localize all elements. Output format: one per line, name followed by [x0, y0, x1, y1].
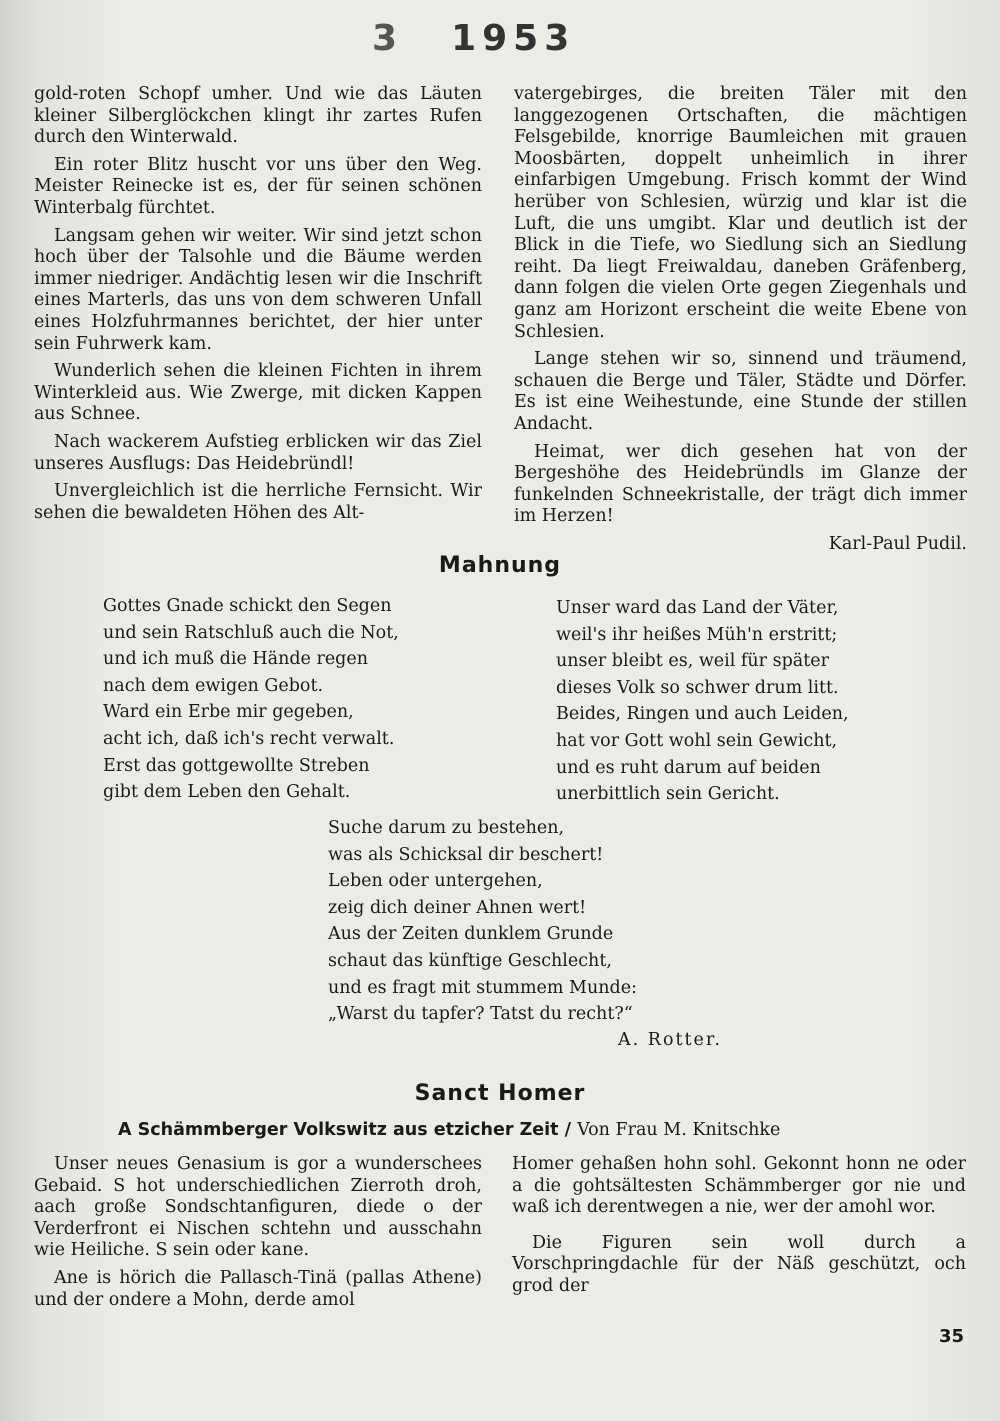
- poem-title: Mahnung: [438, 553, 562, 578]
- paragraph: Lange stehen wir so, sinnend und träumend, schauen die Berge und Täler, Städte und Dörfer. Es ist eine Weihestunde, eine Stunde der stillen Andacht.: [514, 349, 967, 434]
- paragraph: Heimat, wer dich gesehen hat von der Bergeshöhe des Heidebründls im Glanze der funkelnden Schneekristalle, der trägt dich immer im Herzen!: [514, 441, 967, 527]
- poem-line: Ward ein Erbe mir gegeben,: [103, 702, 354, 723]
- poem-line: Beides, Ringen und auch Leiden,: [556, 704, 849, 725]
- poem-line: unerbittlich sein Gericht.: [556, 784, 780, 805]
- issue-number: 3: [372, 18, 404, 59]
- subtitle-text: A Schämmberger Volkswitz aus etzicher Zeit /: [118, 1120, 571, 1140]
- poem-line: gibt dem Leben den Gehalt.: [103, 782, 351, 803]
- paragraph: Ane is hörich die Pallasch-Tinä (pallas Athene) und der ondere a Mohn, derde amol: [34, 1267, 482, 1310]
- article-column-left: [34, 84, 482, 530]
- poem-stanza-right: [556, 595, 849, 808]
- paragraph: vatergebirges, die breiten Täler mit den langgezogenen Ortschaften, die mächtigen Felsgebilde, knorrige Baumleichen mit grauen Moosbärten, doppelt unheimlich in ihrer einfarbigen Umgebung. Frisch kommt der Wind herüber von Schlesien, würzig und klar ist die Luft, die uns umgibt. Klar und deutlich ist der Blick in die Tiefe, wo Siedlung sich an Siedlung reiht. Da liegt Freiwaldau, daneben Gräfenberg, dann folgen die vielen Orte gegen Ziegenhals und ganz am Horizont erscheint die weite Ebene von Schlesien.: [514, 84, 967, 342]
- article-subtitle: [118, 1120, 780, 1140]
- paragraph: Homer gehaßen hohn sohl. Gekonnt honn ne oder a die gohtsältesten Schämmberger gor nie und waß ich derentwegen a nie, wer der amohl wor.: [512, 1154, 966, 1218]
- poem-line: Aus der Zeiten dunklem Grunde: [328, 924, 614, 945]
- poem-line: nach dem ewigen Gebot.: [103, 675, 324, 696]
- poem-stanza-left: [103, 593, 399, 806]
- poem-line: „Warst du tapfer? Tatst du recht?“: [328, 1004, 633, 1025]
- poem-line: Erst das gottgewollte Streben: [103, 755, 370, 776]
- issue-stamp: [372, 18, 575, 59]
- paragraph: Nach wackerem Aufstieg erblicken wir das Ziel unseres Ausflugs: Das Heidebründl!: [34, 431, 482, 474]
- poem-line: dieses Volk so schwer drum litt.: [556, 677, 839, 698]
- article-title: Sanct Homer: [414, 1081, 586, 1106]
- poem-line: weil's ihr heißes Müh'n erstritt;: [556, 624, 838, 645]
- poem-line: Gottes Gnade schickt den Segen: [103, 596, 392, 616]
- poem-line: Leben oder untergehen,: [328, 871, 543, 892]
- paragraph: Unser neues Genasium is gor a wunderschees Gebaid. S hot underschiedlichen Zierroth droh, aach große Sondschtanfiguren, diede o der Verderfront ei Nischen schtehn und ausschahn wie Heiliche. S sein oder kane.: [34, 1154, 482, 1261]
- page-number: 35: [938, 1326, 964, 1347]
- poem-line: unser bleibt es, weil für später: [556, 651, 829, 672]
- poem-line: acht ich, daß ich's recht verwalt.: [103, 728, 395, 749]
- paragraph: Unvergleichlich ist die herrliche Fernsicht. Wir sehen die bewaldeten Höhen des Alt-: [34, 481, 482, 523]
- paragraph: Langsam gehen wir weiter. Wir sind jetzt schon hoch über der Talsohle und die Bäume werden immer niedriger. Andächtig lesen wir die Inschrift eines Marterls, das uns von dem schweren Unfall eines Holzfuhrmannes berichtet, der hier unter sein Fuhrwerk kam.: [34, 225, 482, 354]
- paragraph: Ein roter Blitz huscht vor uns über den Weg. Meister Reinecke ist es, der für seinen schönen Winterbalg fürchtet.: [34, 154, 482, 218]
- poem-line: und sein Ratschluß auch die Not,: [103, 622, 399, 643]
- poem-line: Suche darum zu bestehen,: [328, 818, 565, 838]
- poem-author: A. Rotter.: [618, 1030, 722, 1050]
- article-column-right: [512, 1154, 966, 1304]
- poem-line: zeig dich deiner Ahnen wert!: [328, 897, 587, 918]
- poem-line: und es ruht darum auf beiden: [556, 757, 821, 778]
- byline: Von Frau M. Knitschke: [577, 1120, 781, 1140]
- article-author: Karl-Paul Pudil.: [828, 533, 967, 554]
- poem-line: hat vor Gott wohl sein Gewicht,: [556, 730, 838, 751]
- poem-line: Unser ward das Land der Väter,: [556, 598, 839, 618]
- paragraph: Die Figuren sein woll durch a Vorschpringdachle für der Näß geschützt, och grod der: [512, 1232, 966, 1296]
- article-column-right: [514, 84, 967, 561]
- article-column-left: [34, 1154, 482, 1317]
- paragraph: Wunderlich sehen die kleinen Fichten in ihrem Winterkleid aus. Wie Zwerge, mit dicken Kappen aus Schnee.: [34, 361, 482, 425]
- paragraph: gold-roten Schopf umher. Und wie das Läuten kleiner Silberglöckchen klingt ihr zartes Rufen durch den Winterwald.: [34, 84, 482, 148]
- poem-line: und es fragt mit stummem Munde:: [328, 977, 637, 998]
- year: 1953: [451, 18, 576, 59]
- poem-line: und ich muß die Hände regen: [103, 649, 369, 670]
- poem-line: was als Schicksal dir beschert!: [328, 844, 604, 865]
- poem-line: schaut das künftige Geschlecht,: [328, 950, 612, 971]
- poem-stanza-center: [328, 815, 637, 1028]
